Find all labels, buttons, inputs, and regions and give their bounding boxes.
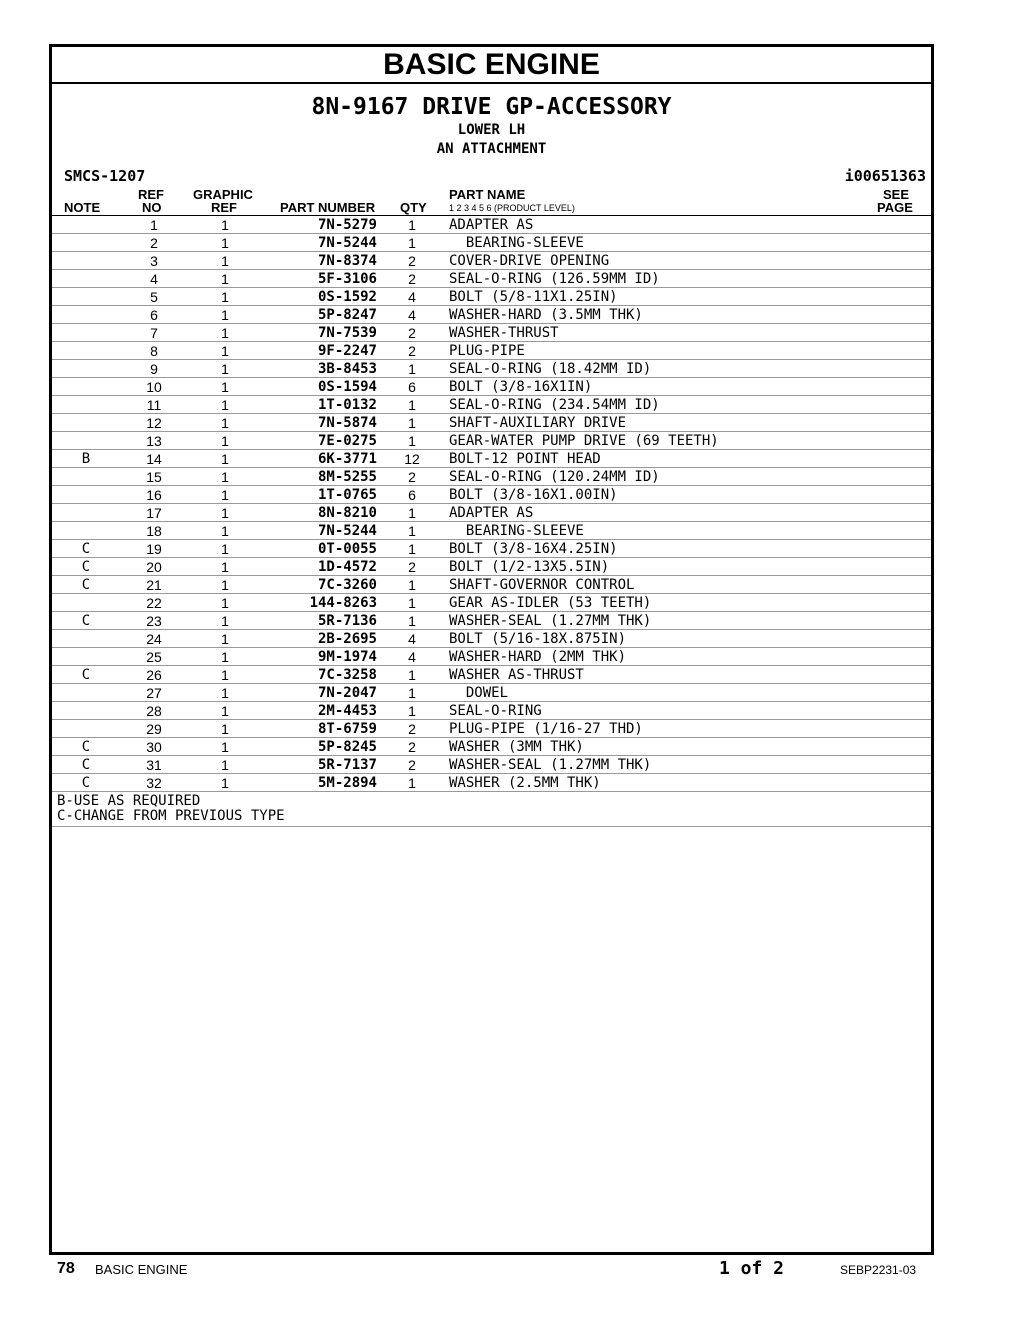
row-graphic-ref: 1: [221, 559, 229, 575]
row-ref-no: 6: [150, 307, 158, 323]
row-graphic-ref: 1: [221, 523, 229, 539]
row-part-number: 1T-0132: [317, 397, 377, 413]
row-qty: 1: [408, 505, 416, 521]
row-part-name: WASHER-HARD (3.5MM THK): [449, 307, 643, 323]
row-graphic-ref: 1: [221, 379, 229, 395]
row-ref-no: 28: [146, 703, 162, 719]
row-part-name: GEAR-WATER PUMP DRIVE (69 TEETH): [449, 433, 719, 449]
table-row: [52, 432, 931, 450]
row-part-name: BEARING-SLEEVE: [449, 235, 584, 251]
row-qty: 1: [408, 415, 416, 431]
table-row: [52, 306, 931, 324]
row-qty: 1: [408, 775, 416, 791]
row-ref-no: 10: [146, 379, 162, 395]
row-part-number: 144-8263: [309, 595, 377, 611]
row-part-name: BOLT (5/16-18X.875IN): [449, 631, 627, 647]
row-qty: 1: [408, 523, 416, 539]
row-part-number: 7E-0275: [317, 433, 377, 449]
row-graphic-ref: 1: [221, 487, 229, 503]
row-part-number: 7N-5244: [317, 235, 377, 251]
row-part-number: 1D-4572: [317, 559, 377, 575]
row-qty: 1: [408, 577, 416, 593]
row-note: C: [81, 667, 91, 683]
assembly-title: [52, 93, 931, 121]
row-qty: 1: [408, 613, 416, 629]
note-b: B-USE AS REQUIRED: [57, 793, 201, 809]
table-row: [52, 378, 931, 396]
row-qty: 1: [408, 217, 416, 233]
table-row: [52, 612, 931, 630]
row-ref-no: 31: [146, 757, 162, 773]
row-part-name: COVER-DRIVE OPENING: [449, 253, 610, 269]
row-graphic-ref: 1: [221, 541, 229, 557]
table-row: [52, 270, 931, 288]
col-see-top: SEE: [883, 187, 910, 202]
row-part-number: 5M-2894: [317, 775, 377, 791]
row-qty: 1: [408, 433, 416, 449]
row-part-number: 5R-7137: [317, 757, 377, 773]
row-part-name: DOWEL: [449, 685, 509, 701]
row-ref-no: 4: [150, 271, 158, 287]
row-graphic-ref: 1: [221, 505, 229, 521]
assembly-number: 8N-9167: [311, 94, 409, 120]
table-row: [52, 756, 931, 774]
table-row: [52, 774, 931, 792]
col-qty: QTY: [400, 200, 427, 215]
row-part-number: 2B-2695: [317, 631, 377, 647]
row-part-name: WASHER-SEAL (1.27MM THK): [449, 613, 652, 629]
row-part-name: GEAR AS-IDLER (53 TEETH): [449, 595, 652, 611]
row-part-name: BOLT (1/2-13X5.5IN): [449, 559, 610, 575]
row-part-number: 7N-5279: [317, 217, 377, 233]
row-part-number: 6K-3771: [317, 451, 377, 467]
row-part-number: 5P-8245: [317, 739, 377, 755]
row-part-name: WASHER-HARD (2MM THK): [449, 649, 627, 665]
row-part-number: 7C-3260: [317, 577, 377, 593]
row-qty: 12: [404, 451, 420, 467]
assembly-subtitle-1: LOWER LH: [457, 122, 526, 138]
row-qty: 4: [408, 307, 416, 323]
row-part-number: 7N-5244: [317, 523, 377, 539]
row-part-name: SEAL-O-RING (18.42MM ID): [449, 361, 652, 377]
row-note: C: [81, 613, 91, 629]
row-ref-no: 12: [146, 415, 162, 431]
row-graphic-ref: 1: [221, 775, 229, 791]
row-part-name: SEAL-O-RING (126.59MM ID): [449, 271, 660, 287]
row-graphic-ref: 1: [221, 253, 229, 269]
row-qty: 1: [408, 541, 416, 557]
assembly-subtitle-2: AN ATTACHMENT: [436, 141, 547, 157]
page-footer: [0, 1258, 1020, 1282]
row-graphic-ref: 1: [221, 469, 229, 485]
row-part-name: BOLT (3/8-16X4.25IN): [449, 541, 618, 557]
row-part-number: 5P-8247: [317, 307, 377, 323]
table-row: [52, 558, 931, 576]
page-number: 78: [57, 1260, 75, 1277]
row-part-name: PLUG-PIPE (1/16-27 THD): [449, 721, 643, 737]
table-row: [52, 666, 931, 684]
row-part-number: 7N-8374: [317, 253, 377, 269]
row-graphic-ref: 1: [221, 613, 229, 629]
row-part-number: 5F-3106: [317, 271, 377, 287]
row-part-name: WASHER (2.5MM THK): [449, 775, 601, 791]
row-part-number: 7N-2047: [317, 685, 377, 701]
row-ref-no: 30: [146, 739, 162, 755]
row-graphic-ref: 1: [221, 685, 229, 701]
row-qty: 2: [408, 253, 416, 269]
row-ref-no: 13: [146, 433, 162, 449]
row-ref-no: 22: [146, 595, 162, 611]
row-ref-no: 25: [146, 649, 162, 665]
table-row: [52, 702, 931, 720]
row-qty: 1: [408, 595, 416, 611]
table-row: [52, 360, 931, 378]
row-graphic-ref: 1: [221, 667, 229, 683]
row-note: C: [81, 739, 91, 755]
row-graphic-ref: 1: [221, 739, 229, 755]
row-qty: 4: [408, 649, 416, 665]
row-qty: 2: [408, 739, 416, 755]
row-part-name: WASHER-SEAL (1.27MM THK): [449, 757, 652, 773]
row-graphic-ref: 1: [221, 235, 229, 251]
table-row: [52, 324, 931, 342]
table-row: [52, 594, 931, 612]
parts-table-body: [52, 216, 931, 792]
row-qty: 2: [408, 271, 416, 287]
section-title-bar: [52, 47, 931, 84]
row-part-name: WASHER-THRUST: [449, 325, 559, 341]
row-graphic-ref: 1: [221, 631, 229, 647]
smcs-code: SMCS-1207: [64, 167, 146, 185]
table-row: [52, 576, 931, 594]
row-ref-no: 32: [146, 775, 162, 791]
row-ref-no: 15: [146, 469, 162, 485]
row-part-name: SEAL-O-RING (120.24MM ID): [449, 469, 660, 485]
row-note: C: [81, 757, 91, 773]
row-note: B: [81, 451, 91, 467]
table-row: [52, 396, 931, 414]
row-ref-no: 14: [146, 451, 162, 467]
row-qty: 1: [408, 397, 416, 413]
row-part-number: 7C-3258: [317, 667, 377, 683]
page-frame: [49, 44, 934, 1255]
table-row: [52, 252, 931, 270]
footer-section: BASIC ENGINE: [95, 1262, 188, 1277]
row-ref-no: 20: [146, 559, 162, 575]
smcs-row: [52, 165, 931, 187]
assembly-name: DRIVE GP-ACCESSORY: [422, 94, 672, 120]
row-graphic-ref: 1: [221, 649, 229, 665]
table-row: [52, 738, 931, 756]
row-graphic-ref: 1: [221, 397, 229, 413]
row-part-number: 9M-1974: [317, 649, 377, 665]
row-qty: 1: [408, 703, 416, 719]
row-part-name: WASHER AS-THRUST: [449, 667, 584, 683]
row-qty: 1: [408, 685, 416, 701]
row-part-number: 9F-2247: [317, 343, 377, 359]
row-qty: 6: [408, 379, 416, 395]
row-part-name: SEAL-O-RING: [449, 703, 542, 719]
row-part-name: BOLT (3/8-16X1.00IN): [449, 487, 618, 503]
row-ref-no: 7: [150, 325, 158, 341]
row-ref-no: 26: [146, 667, 162, 683]
row-ref-no: 11: [146, 397, 162, 413]
row-ref-no: 1: [150, 217, 158, 233]
table-row: [52, 540, 931, 558]
row-ref-no: 16: [146, 487, 162, 503]
table-row: [52, 216, 931, 234]
table-row: [52, 414, 931, 432]
row-note: C: [81, 541, 91, 557]
table-row: [52, 720, 931, 738]
col-product-level: 1 2 3 4 5 6 (PRODUCT LEVEL): [449, 203, 575, 213]
col-gref-top: GRAPHIC: [193, 187, 253, 202]
row-part-name: SHAFT-AUXILIARY DRIVE: [449, 415, 627, 431]
row-part-name: BOLT (3/8-16X1IN): [449, 379, 593, 395]
row-part-name: ADAPTER AS: [449, 505, 534, 521]
row-part-number: 8M-5255: [317, 469, 377, 485]
table-row: [52, 684, 931, 702]
row-part-number: 0T-0055: [317, 541, 377, 557]
row-qty: 2: [408, 469, 416, 485]
row-graphic-ref: 1: [221, 217, 229, 233]
row-qty: 4: [408, 289, 416, 305]
row-ref-no: 27: [146, 685, 162, 701]
col-note: NOTE: [64, 200, 101, 215]
table-header: [52, 187, 931, 216]
row-part-number: 0S-1592: [317, 289, 377, 305]
row-graphic-ref: 1: [221, 433, 229, 449]
row-ref-no: 17: [146, 505, 162, 521]
table-row: [52, 486, 931, 504]
row-graphic-ref: 1: [221, 361, 229, 377]
row-qty: 2: [408, 757, 416, 773]
row-qty: 1: [408, 235, 416, 251]
row-qty: 2: [408, 325, 416, 341]
row-part-number: 8T-6759: [317, 721, 377, 737]
row-part-name: ADAPTER AS: [449, 217, 534, 233]
row-qty: 2: [408, 721, 416, 737]
row-graphic-ref: 1: [221, 595, 229, 611]
doc-number: SEBP2231-03: [840, 1263, 917, 1277]
row-part-number: 5R-7136: [317, 613, 377, 629]
notes-block: [52, 792, 931, 827]
row-ref-no: 5: [150, 289, 158, 305]
row-part-number: 3B-8453: [317, 361, 377, 377]
row-graphic-ref: 1: [221, 757, 229, 773]
row-part-number: 7N-5874: [317, 415, 377, 431]
row-part-name: WASHER (3MM THK): [449, 739, 584, 755]
table-row: [52, 522, 931, 540]
row-graphic-ref: 1: [221, 577, 229, 593]
row-part-name: PLUG-PIPE: [449, 343, 525, 359]
row-ref-no: 2: [150, 235, 158, 251]
table-row: [52, 234, 931, 252]
row-part-name: BEARING-SLEEVE: [449, 523, 584, 539]
illustration-id: i00651363: [844, 167, 926, 185]
col-see-bottom: PAGE: [877, 200, 913, 215]
col-gref-bottom: REF: [211, 200, 237, 215]
row-graphic-ref: 1: [221, 343, 229, 359]
row-part-name: BOLT-12 POINT HEAD: [449, 451, 601, 467]
row-ref-no: 29: [146, 721, 162, 737]
table-row: [52, 342, 931, 360]
row-part-number: 0S-1594: [317, 379, 377, 395]
row-ref-no: 19: [146, 541, 162, 557]
row-qty: 6: [408, 487, 416, 503]
row-ref-no: 18: [146, 523, 162, 539]
row-qty: 1: [408, 667, 416, 683]
row-ref-no: 9: [150, 361, 158, 377]
col-part-name: PART NAME: [449, 187, 526, 202]
table-row: [52, 504, 931, 522]
row-qty: 2: [408, 559, 416, 575]
row-graphic-ref: 1: [221, 325, 229, 341]
row-note: C: [81, 775, 91, 791]
row-ref-no: 24: [146, 631, 162, 647]
row-graphic-ref: 1: [221, 307, 229, 323]
row-part-number: 2M-4453: [317, 703, 377, 719]
col-ref-top: REF: [138, 187, 164, 202]
row-graphic-ref: 1: [221, 703, 229, 719]
row-graphic-ref: 1: [221, 289, 229, 305]
table-row: [52, 450, 931, 468]
row-ref-no: 3: [150, 253, 158, 269]
table-row: [52, 288, 931, 306]
col-ref-bottom: NO: [142, 200, 162, 215]
row-qty: 2: [408, 343, 416, 359]
row-graphic-ref: 1: [221, 271, 229, 287]
section-title: BASIC ENGINE: [383, 48, 600, 81]
row-graphic-ref: 1: [221, 415, 229, 431]
row-ref-no: 23: [146, 613, 162, 629]
row-graphic-ref: 1: [221, 451, 229, 467]
row-note: C: [81, 577, 91, 593]
row-qty: 1: [408, 361, 416, 377]
row-part-number: 8N-8210: [317, 505, 377, 521]
row-part-name: SHAFT-GOVERNOR CONTROL: [449, 577, 635, 593]
table-row: [52, 648, 931, 666]
row-part-name: BOLT (5/8-11X1.25IN): [449, 289, 618, 305]
row-part-number: 7N-7539: [317, 325, 377, 341]
row-ref-no: 8: [150, 343, 158, 359]
table-row: [52, 468, 931, 486]
row-ref-no: 21: [146, 577, 162, 593]
table-row: [52, 630, 931, 648]
row-graphic-ref: 1: [221, 721, 229, 737]
page-of: 1 of 2: [719, 1258, 785, 1279]
row-part-number: 1T-0765: [317, 487, 377, 503]
note-c: C-CHANGE FROM PREVIOUS TYPE: [57, 808, 285, 824]
row-part-name: SEAL-O-RING (234.54MM ID): [449, 397, 660, 413]
col-part-number: PART NUMBER: [280, 200, 376, 215]
row-note: C: [81, 559, 91, 575]
row-qty: 4: [408, 631, 416, 647]
